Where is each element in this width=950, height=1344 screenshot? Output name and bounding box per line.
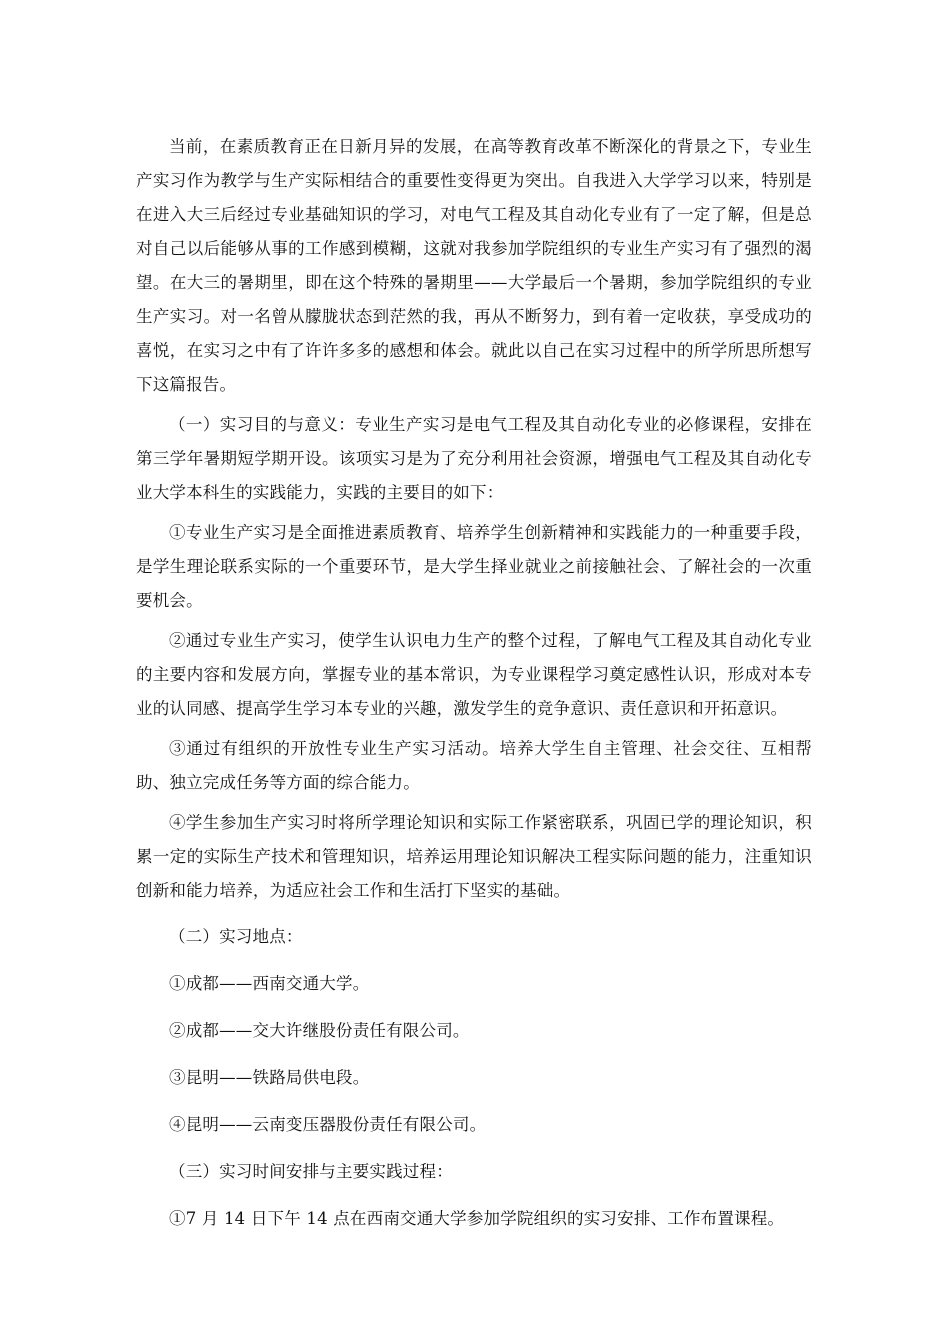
location-item-1: ①成都——西南交通大学。 xyxy=(169,974,370,993)
section-3-schedule: （三）实习时间安排与主要实践过程： xyxy=(169,1162,453,1181)
section-2-locations: （二）实习地点： xyxy=(169,927,303,946)
intro-paragraph: 当前，在素质教育正在日新月异的发展，在高等教育改革不断深化的背景之下，专业生产实习作为教学与生产实际相结合的重要性变得更为突出。自我进入大学学习以来，特别是在进入大三后经过专业基础知识的学习，对电气工程及其自动化专业有了一定了解，但是总对自己以后能够从事的工作感到模糊，这就对我参加学院组织的专业生产实习有了强烈的渴望。在大三的暑期里，即在这个特殊的暑期里——大学最后一个暑期，参加学院组织的专业生产实习。对一名曾从朦胧状态到茫然的我，再从不断努力，到有着一定收获，享受成功的喜悦，在实习之中有了许许多多的感想和体会。就此以自己在实习过程中的所学所思所想写下这篇报告。 xyxy=(136,137,812,394)
purpose-item-4: ④学生参加生产实习时将所学理论知识和实际工作紧密联系，巩固已学的理论知识，积累一定的实际生产技术和管理知识，培养运用理论知识解决工程实际问题的能力，注重知识创新和能力培养，为适应社会工作和生活打下坚实的基础。 xyxy=(136,813,812,900)
schedule-item-1: ①7 月 14 日下午 14 点在西南交通大学参加学院组织的实习安排、工作布置课程。 xyxy=(169,1209,785,1228)
location-item-4: ④昆明——云南变压器股份责任有限公司。 xyxy=(169,1115,487,1134)
document-page xyxy=(136,130,812,1236)
location-item-3: ③昆明——铁路局供电段。 xyxy=(169,1068,370,1087)
purpose-item-3: ③通过有组织的开放性专业生产实习活动。培养大学生自主管理、社会交往、互相帮助、独立完成任务等方面的综合能力。 xyxy=(136,739,812,792)
section-1-purpose: （一）实习目的与意义：专业生产实习是电气工程及其自动化专业的必修课程，安排在第三学年暑期短学期开设。该项实习是为了充分利用社会资源，增强电气工程及其自动化专业大学本科生的实践能力，实践的主要目的如下： xyxy=(136,415,812,502)
purpose-item-1: ①专业生产实习是全面推进素质教育、培养学生创新精神和实践能力的一种重要手段，是学生理论联系实际的一个重要环节，是大学生择业就业之前接触社会、了解社会的一次重要机会。 xyxy=(136,523,812,610)
location-item-2: ②成都——交大许继股份责任有限公司。 xyxy=(169,1021,470,1040)
purpose-item-2: ②通过专业生产实习，使学生认识电力生产的整个过程，了解电气工程及其自动化专业的主要内容和发展方向，掌握专业的基本常识，为专业课程学习奠定感性认识，形成对本专业的认同感、提高学生学习本专业的兴趣，激发学生的竞争意识、责任意识和开拓意识。 xyxy=(136,631,812,718)
